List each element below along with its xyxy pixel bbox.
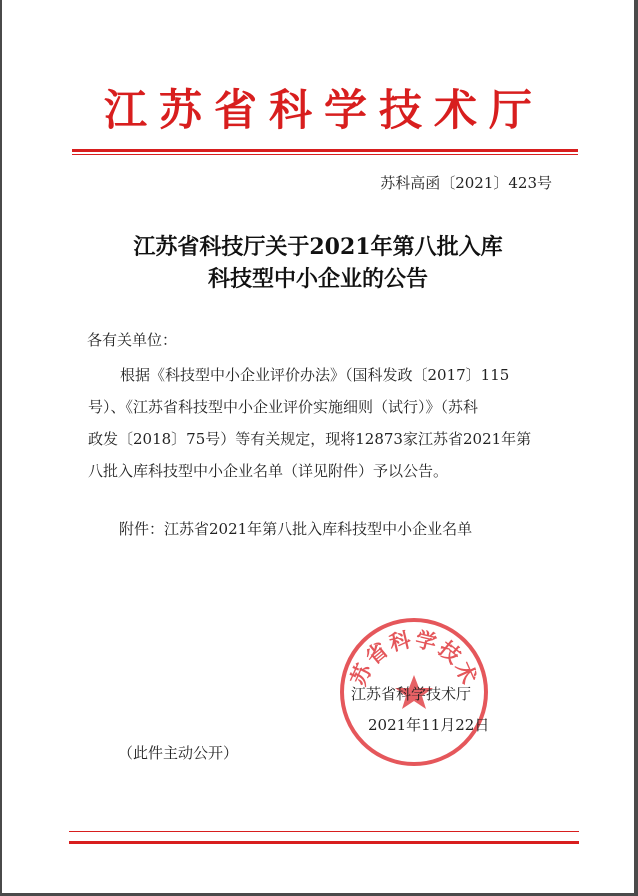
document-page xyxy=(2,0,634,893)
seal-text: 苏省科学技术 xyxy=(346,627,482,690)
signature-issuer: 江苏省科学技术厅 xyxy=(351,685,472,703)
body-line-2: 号）、《江苏省科技型中小企业评价实施细则（试行）》（苏科 xyxy=(88,398,479,416)
issuer-header: 江苏省科学技术厅 xyxy=(104,86,544,136)
header-rule-thick xyxy=(72,149,578,152)
signature-date: 2021年11月22日 xyxy=(368,716,490,734)
document-title-line-2: 科技型中小企业的公告 xyxy=(207,266,428,292)
footer-rule-bottom xyxy=(69,841,579,844)
document-title xyxy=(2,231,634,295)
header-rule-thin xyxy=(72,154,578,155)
footer-rule-top xyxy=(69,831,579,832)
attachment-line: 附件：江苏省2021年第八批入库科技型中小企业名单 xyxy=(119,520,473,538)
document-title-line-1: 江苏省科技厅关于2021年第八批入库 xyxy=(133,234,503,260)
public-release-note: （此件主动公开） xyxy=(118,744,239,762)
salutation: 各有关单位： xyxy=(87,331,178,349)
document-number: 苏科高函〔2021〕423号 xyxy=(380,174,552,192)
body-line-1: 根据《科技型中小企业评价办法》（国科发政〔2017〕115 xyxy=(120,366,510,384)
body-line-4: 八批入库科技型中小企业名单（详见附件）予以公告。 xyxy=(88,462,449,480)
body-line-3: 政发〔2018〕75号）等有关规定，现将12873家江苏省2021年第 xyxy=(88,430,532,448)
